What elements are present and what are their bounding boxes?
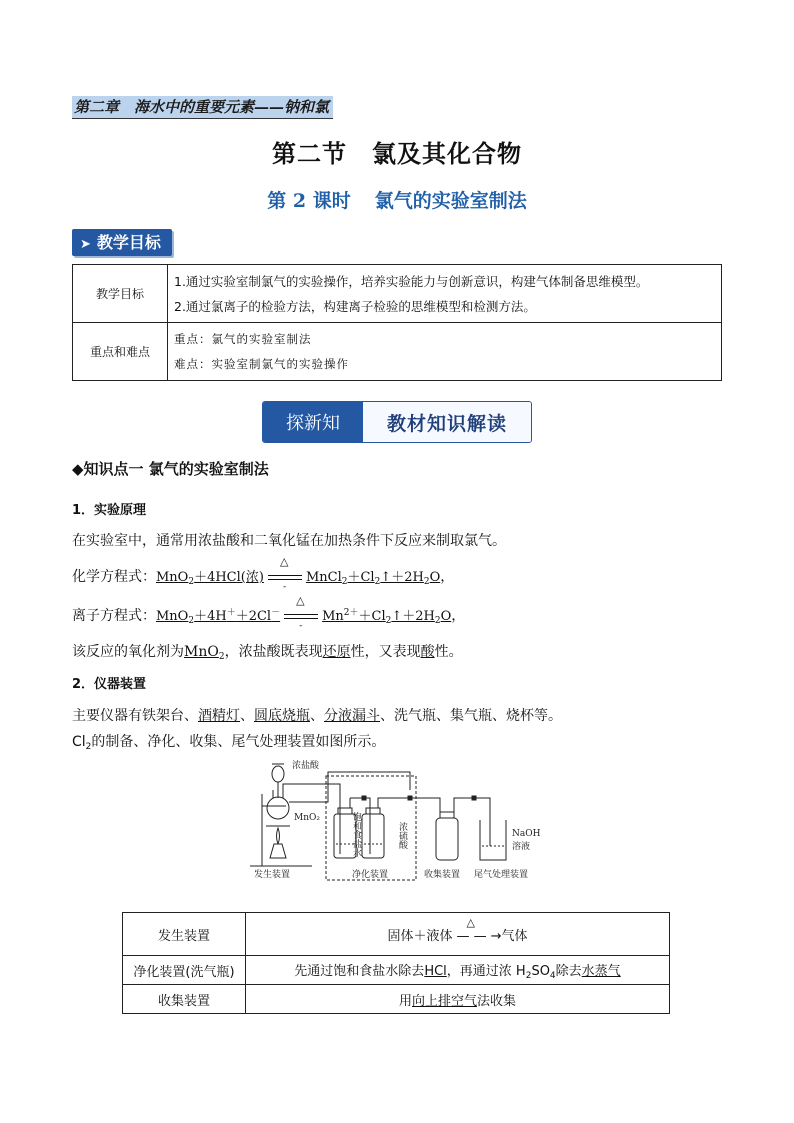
label-conc-hcl: 浓盐酸: [292, 761, 320, 771]
section-title: 第二节 氯及其化合物: [272, 139, 522, 168]
paragraph: 该反应的氧化剂为MnO$_2$，浓盐酸既表现还原性，又表现酸性。: [72, 644, 463, 662]
heat-condition: △ -: [268, 569, 302, 585]
label-solution: 溶液: [512, 842, 531, 852]
goal-key: 重点和难点: [73, 323, 168, 381]
separatory-funnel: [272, 766, 284, 782]
paragraph: 在实验室中，通常用浓盐酸和二氧化锰在加热条件下反应来制取氯气。: [72, 533, 506, 549]
lesson-number: 第 2 课时: [267, 190, 351, 212]
label-naoh: NaOH: [512, 829, 541, 839]
device-value: 固体＋液体 △ — — →气体: [246, 913, 670, 956]
lesson-title: [0, 186, 794, 213]
device-key: 发生装置: [123, 913, 246, 956]
label-mno2: MnO₂: [294, 813, 320, 823]
subsection-title: 1．实验原理: [72, 503, 147, 518]
label-tail-gas: 尾气处理装置: [474, 870, 529, 880]
arrow-right-icon: ➤: [80, 237, 91, 252]
collection-bottle: [436, 818, 458, 860]
device-key: 收集装置: [123, 985, 246, 1014]
device-value: 先通过饱和食盐水除去HCl，再通过浓 $H_2SO_4$除去水蒸气: [246, 956, 670, 985]
equation-label: 化学方程式：: [72, 569, 156, 585]
goal-badge: [72, 229, 172, 256]
goal-table: [72, 264, 722, 381]
banner-left: 探新知: [263, 402, 363, 442]
label-saturated-brine: 饱和食盐水: [351, 812, 361, 857]
lesson-topic: 氯气的实验室制法: [374, 190, 527, 212]
alcohol-lamp: [270, 844, 286, 858]
table-row: [123, 913, 670, 956]
device-value: 用向上排空气法收集: [246, 985, 670, 1014]
wash-bottle-2: [362, 814, 384, 858]
knowledge-point-title: ◆知识点一 氯气的实验室制法: [72, 460, 269, 478]
round-bottom-flask: [267, 797, 289, 819]
device-key: 净化装置(洗气瓶): [123, 956, 246, 985]
apparatus-diagram: [240, 754, 550, 882]
table-row: [123, 956, 670, 985]
equation-label: 离子方程式：: [72, 608, 156, 624]
paragraph: $Cl_2$的制备、净化、收集、尾气处理装置如图所示。: [72, 734, 386, 752]
goal-line: 2.通过氯离子的检验方法，构建离子检验的思维模型和检测方法。: [174, 298, 536, 314]
label-conc-h2so4: 浓硫酸: [397, 822, 407, 849]
goal-key: 教学目标: [73, 265, 168, 323]
paragraph: 主要仪器有铁架台、酒精灯、圆底烧瓶、分液漏斗、洗气瓶、集气瓶、烧杯等。: [72, 708, 562, 724]
label-generation: 发生装置: [254, 870, 291, 880]
goal-line: 1.通过实验室制氯气的实验操作，培养实验能力与创新意识，构建气体制备思维模型。: [174, 273, 649, 289]
section-banner: [262, 401, 532, 443]
heat-condition: △ -: [284, 608, 318, 624]
label-collection: 收集装置: [424, 870, 461, 880]
goal-value: [168, 265, 722, 323]
goal-value: [168, 323, 722, 381]
goal-line: 重点：氯气的实验室制法: [174, 331, 312, 346]
beaker: [480, 820, 506, 860]
banner-right: 教材知识解读: [363, 402, 531, 442]
table-row: [73, 265, 722, 323]
subsection-title: 2．仪器装置: [72, 677, 147, 692]
goal-badge-label: 教学目标: [96, 233, 161, 252]
chemical-equation: 化学方程式：MnO$_2$＋4HCl(浓) △ - $MnCl_2+Cl_2↑+2H_2O$，: [72, 555, 455, 592]
label-purification: 净化装置: [352, 870, 389, 880]
table-row: [123, 985, 670, 1014]
ionic-equation: 离子方程式：MnO$_2$＋4H＋＋2Cl－ △ - $Mn^{2+}+Cl_2↑+2H_2O$，: [72, 594, 466, 631]
chapter-label: 第二章 海水中的重要元素——钠和氯: [72, 96, 333, 119]
device-table: [122, 912, 670, 1014]
goal-line: 难点：实验室制氯气的实验操作: [174, 356, 349, 371]
table-row: [73, 323, 722, 381]
